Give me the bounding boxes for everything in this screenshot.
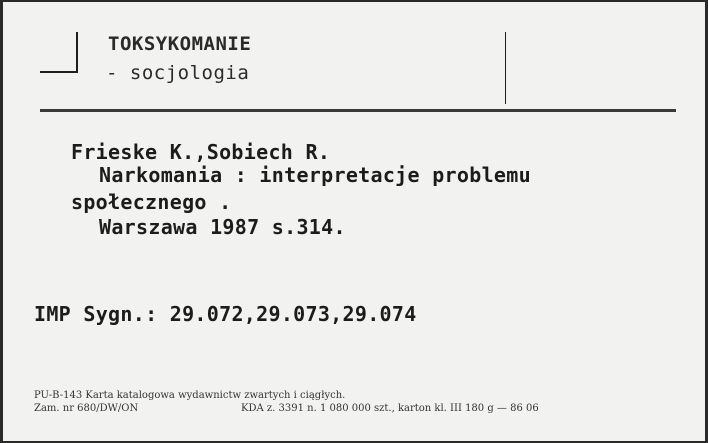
authors: Frieske K.,Sobiech R. xyxy=(71,140,331,164)
catalog-card xyxy=(3,2,705,441)
corner-mark-vertical xyxy=(76,32,78,73)
subject-subdivision: - socjologia xyxy=(106,62,250,84)
corner-mark-horizontal xyxy=(40,71,78,73)
footer-print-run: KDA z. 3391 n. 1 080 000 szt., karton kl. III 180 g — 86 06 xyxy=(241,403,539,414)
footer-order-number: Zam. nr 680/DW/ON xyxy=(34,403,139,414)
imprint: Warszawa 1987 s.314. xyxy=(99,215,346,239)
footer-form-line: PU-B-143 Karta katalogowa wydawnictw zwartych i ciągłych. xyxy=(34,390,346,401)
call-numbers: IMP Sygn.: 29.072,29.073,29.074 xyxy=(34,302,417,326)
subject-heading: TOKSYKOMANIE xyxy=(108,33,252,55)
title-line-2: społecznego . xyxy=(71,190,232,214)
header-right-rule xyxy=(505,32,506,104)
title-line-1: Narkomania : interpretacje problemu xyxy=(99,163,531,187)
separator-rule xyxy=(40,109,676,112)
